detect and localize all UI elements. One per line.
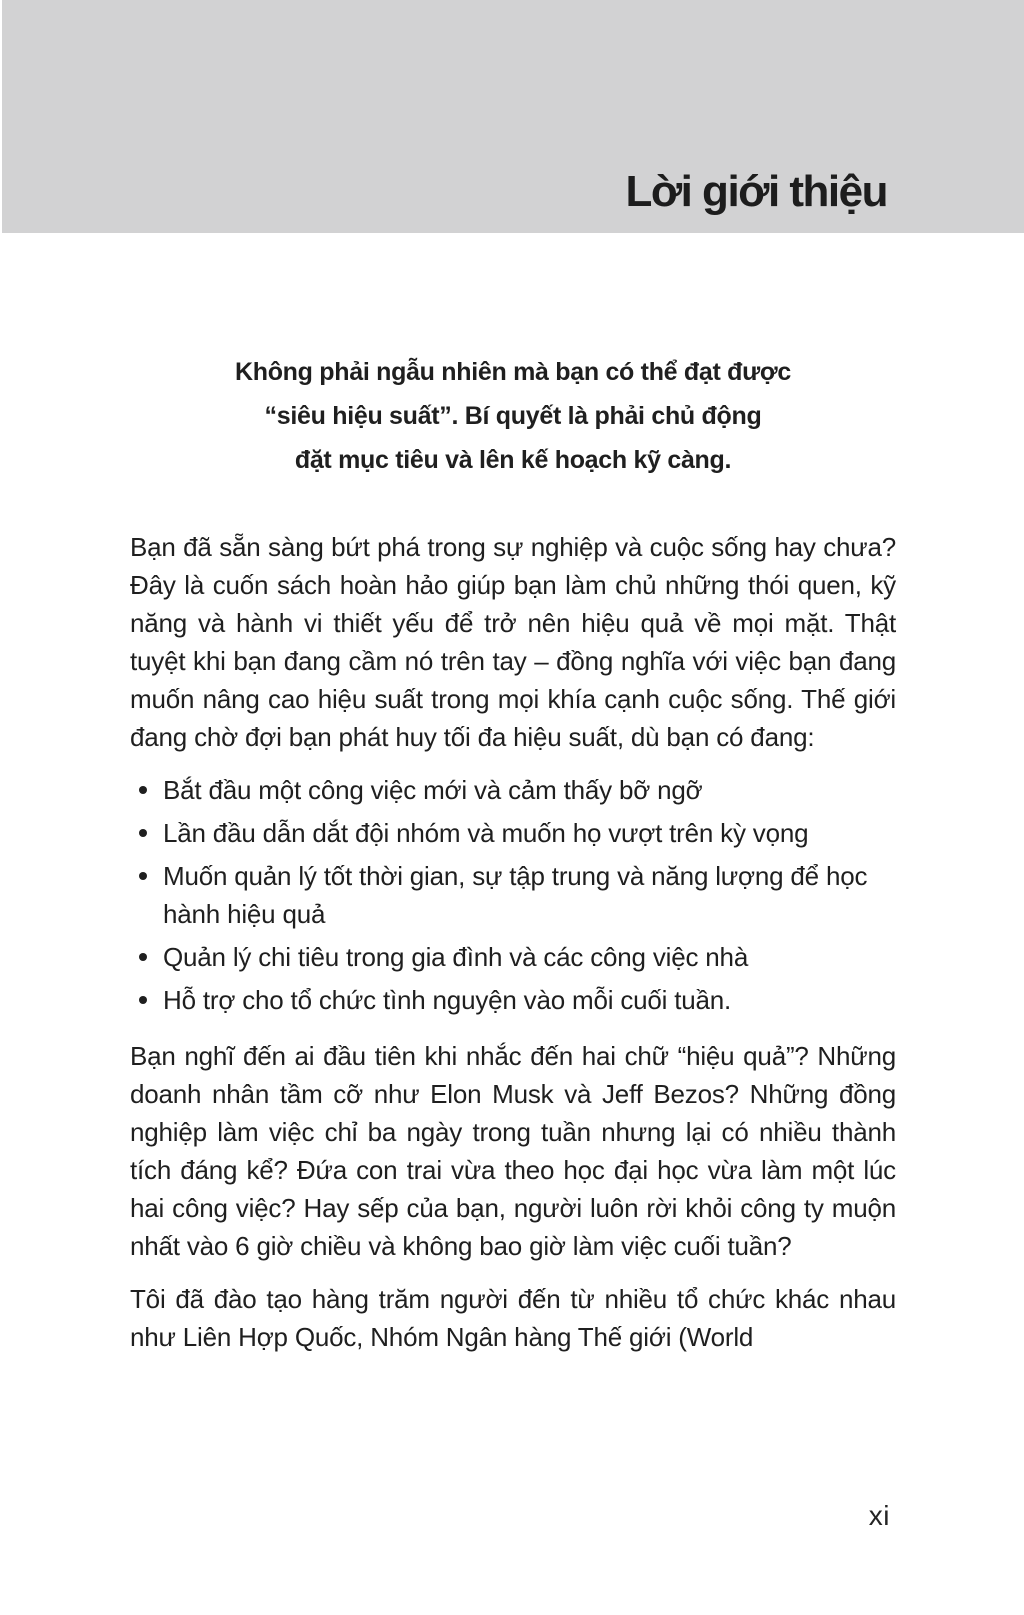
scenario-bullet-list <box>130 771 896 1019</box>
bullet-icon <box>139 953 147 961</box>
list-item-text: Lần đầu dẫn dắt đội nhóm và muốn họ vượt trên kỳ vọng <box>163 818 809 848</box>
list-item <box>130 771 896 809</box>
list-item-text: Quản lý chi tiêu trong gia đình và các công việc nhà <box>163 942 749 972</box>
list-item-text: Muốn quản lý tốt thời gian, sự tập trung và năng lượng để học hành hiệu quả <box>163 861 868 929</box>
list-item <box>130 938 896 976</box>
epigraph-line-3: đặt mục tiêu và lên kế hoạch kỹ càng. <box>294 446 732 474</box>
list-item <box>130 857 896 933</box>
bullet-icon <box>139 996 147 1004</box>
list-item-text: Hỗ trợ cho tổ chức tình nguyện vào mỗi cuối tuần. <box>163 985 732 1015</box>
bullet-icon <box>139 829 147 837</box>
page-number: xi <box>868 1500 890 1531</box>
epigraph-line-2: “siêu hiệu suất”. Bí quyết là phải chủ động <box>264 402 762 430</box>
page-content <box>130 350 896 1371</box>
list-item-text: Bắt đầu một công việc mới và cảm thấy bỡ ngỡ <box>163 775 703 805</box>
paragraph-examples: Bạn nghĩ đến ai đầu tiên khi nhắc đến hai chữ “hiệu quả”? Những doanh nhân tầm cỡ như Elon Musk và Jeff Bezos? Những đồng nghiệp làm việc chỉ ba ngày trong tuần nhưng lại có nhiều thành tích đáng kể? Đứa con trai vừa theo học đại học vừa làm một lúc hai công việc? Hay sếp của bạn, người luôn rời khỏi công ty muộn nhất vào 6 giờ chiều và không bao giờ làm việc cuối tuần? <box>130 1041 896 1261</box>
paragraph-training: Tôi đã đào tạo hàng trăm người đến từ nhiều tổ chức khác nhau như Liên Hợp Quốc, Nhóm Ngân hàng Thế giới (World <box>130 1284 896 1352</box>
list-item <box>130 814 896 852</box>
list-item <box>130 981 896 1019</box>
chapter-header-band <box>2 0 1024 233</box>
paragraph-intro: Bạn đã sẵn sàng bứt phá trong sự nghiệp và cuộc sống hay chưa? Đây là cuốn sách hoàn hảo giúp bạn làm chủ những thói quen, kỹ năng và hành vi thiết yếu để trở nên hiệu quả về mọi mặt. Thật tuyệt khi bạn đang cầm nó trên tay – đồng nghĩa với việc bạn đang muốn nâng cao hiệu suất trong mọi khía cạnh cuộc sống. Thế giới đang chờ đợi bạn phát huy tối đa hiệu suất, dù bạn có đang: <box>130 532 896 752</box>
chapter-title: Lời giới thiệu <box>625 167 887 216</box>
bullet-icon <box>139 786 147 794</box>
epigraph-line-1: Không phải ngẫu nhiên mà bạn có thể đạt được <box>234 358 792 386</box>
bullet-icon <box>139 872 147 880</box>
epigraph <box>130 350 896 482</box>
